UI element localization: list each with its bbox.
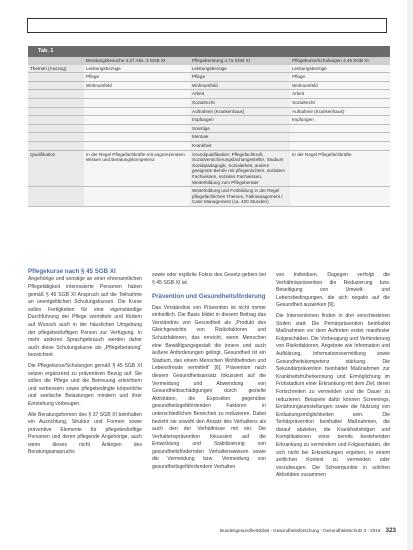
table-row	[28, 65, 390, 73]
table-cell: Arbeit	[190, 90, 290, 99]
table-cell: Impfungen	[190, 116, 290, 125]
table-header-cell	[28, 57, 84, 65]
body-paragraph: Die Pflegekurse/Schulungen gemäß § 45 SGB XI setzen ergänzend zu präventiven Bezug auf. Sie sollen die Pflege und die Betreuung erleichtern und verbessern sowie pflegebedingte körperliche und seelische Belastungen mindern und ihrer Entstehung vorbeugen.	[28, 362, 142, 407]
table-cell	[290, 187, 390, 207]
table-cell: Arbeit	[290, 90, 390, 99]
body-paragraph: von Individuen. Dagegen verfolgt die Verhältnisprävention die Reduzierung bzw. Beseitigung von Umwelt- und Lebensbedingungen, die sich negativ auf die Gesundheit auswirken [9].	[276, 272, 390, 309]
table-cell	[84, 116, 190, 125]
table-cell: Wohnumfeld	[290, 81, 390, 90]
table-cell: Themen (Auszug)	[28, 65, 84, 73]
table-cell: Pflege	[290, 73, 390, 82]
table-header-cell: Pflegeberatung 4.7a SGB XI	[190, 57, 290, 65]
table-row	[28, 73, 390, 82]
table-cell	[84, 124, 190, 133]
table-cell	[84, 141, 190, 150]
table-header-cell: Beratungsbesuche 4.37 Abs. 3 SGB XI	[84, 57, 190, 65]
table-cell	[84, 133, 190, 142]
table-row	[28, 187, 390, 207]
table-cell: Wohnumfeld	[190, 81, 290, 90]
table-cell: Sonstige	[190, 124, 290, 133]
column-2	[152, 272, 266, 472]
table-cell	[84, 187, 190, 207]
table-row	[28, 133, 390, 142]
table-cell: Leistungsbezüge	[290, 65, 390, 73]
body-paragraph: Alle Beratungsformen des § 37 SGB XI beinhalten ein Ausrichtung, Struktur und Formen sowie präventive Elemente für pflegebedürftige Personen und deren pflegende Angehörige, auch wenn dieses nicht Anliegen des Beratungsanspruchs	[28, 411, 142, 456]
table-cell: Leistungsbezüge	[84, 65, 190, 73]
table-cell: Sozialrecht	[290, 98, 390, 107]
table-caption-bar	[28, 46, 390, 57]
table-cell: Pflege	[84, 73, 190, 82]
table-cell: Weiterbildung und Fortbildung in der Regel pflegefachlichen Themen, Fallmanagement / Case Management (ca. 400 Stunden)	[190, 187, 290, 207]
table-cell	[84, 90, 190, 99]
table-cell	[28, 124, 84, 133]
table-cell	[290, 133, 390, 142]
table-cell: Pflege	[190, 73, 290, 82]
table-row	[28, 90, 390, 99]
table-cell	[28, 116, 84, 125]
table-row	[28, 124, 390, 133]
table-cell	[28, 107, 84, 116]
table-row	[28, 150, 390, 187]
table-cell	[28, 98, 84, 107]
table-caption: Tab. 1	[38, 48, 54, 54]
table-cell: In der Regel Pflegefachkräfte	[290, 150, 390, 187]
table-cell	[290, 141, 390, 150]
table-cell: Wohnumfeld	[84, 81, 190, 90]
column-3	[276, 272, 390, 480]
table-cell	[28, 90, 84, 99]
column-1	[28, 268, 142, 457]
table-row	[28, 98, 390, 107]
body-paragraph: Die Interventionen finden in drei verschiedenen Stufen statt: Die Primärprävention beinhaltet Maßnahmen vor dem Auftreten erster manifester Folgeschäden. Die Vorbeugung und Verhinderung von Risikofaktoren, Angebote wie Information und Aufklärung, Informationsvermittlung sowie Gesundheitskompetenz stärkung. Die Sekundärprävention beinhaltet Maßnahmen zur Krankheitsfrüherkennung und Ermöglichung im Frühstadium einer Erkrankung mit dem Ziel, deren Fortschreiten zu vermeiden und die Dauer zu reduzieren. Beispiele dafür können Screenings, Ernährungsumstellungen sowie die Nutzung von Entlastungsmöglichkeiten sein. Die Tertiärprävention beinhaltet Maßnahmen, die darauf abzielen, die Krankheitsfolgen und Komplikationen einer bereits bestehenden Erkrankung zu vermindern und Folgeschäden, die sich nicht bei Erkrankungen ergeben, in einem zeitlichen Kontext zu vermeiden oder vorzubeugen. Die Schwerpunkte in solchen Aktivitäten zusammen	[276, 312, 390, 479]
table-row	[28, 116, 390, 125]
table-cell: Krankheit	[190, 141, 290, 150]
table-cell	[28, 187, 84, 207]
table-cell	[28, 141, 84, 150]
table-header-row	[28, 57, 390, 65]
page-edge	[407, 0, 413, 550]
table-cell	[28, 133, 84, 142]
table-cell	[290, 124, 390, 133]
table-row	[28, 141, 390, 150]
table-cell: Sozialrecht	[190, 98, 290, 107]
table-cell: In der Regel Pflegefachkräfte mit angrenzendem Wissen und Beratungskompetenz	[84, 150, 190, 187]
table-cell	[28, 81, 84, 90]
overview-table	[28, 57, 390, 207]
table-cell: Impfungen	[290, 116, 390, 125]
table-row	[28, 81, 390, 90]
table-cell: Qualifikation	[28, 150, 84, 187]
table-cell	[84, 107, 190, 116]
table-row	[28, 107, 390, 116]
table-cell: Aufnahme (Krankenhaus)	[290, 107, 390, 116]
table-cell: Aufnahme (Krankenhaus)	[190, 107, 290, 116]
page-footer	[200, 526, 396, 536]
table-cell: Grundqualifikation: Pflegefachkraft, Sozialversicherungsfachangestellte, Studium Sozialpädagogik, Sozialarbeit, andere geeignete Berufe mit pflegerischem, sozialem Fachwissen, soziales Fachwissen, Weiterbildung zum Pflegeberater	[190, 150, 290, 187]
table-header-cell: Pflegekurse/Schulungen 4.45 SGB XI	[290, 57, 390, 65]
table-cell: Mentale	[190, 133, 290, 142]
table-cell: Leistungsbezüge	[190, 65, 290, 73]
table-cell	[28, 73, 84, 82]
section-heading-pflegekurse: Pflegekurse nach § 45 SGB XI	[28, 268, 116, 275]
journal-citation: Bundesgesundheitsblatt - Gesundheitsforschung - Gesundheitsschutz 3 · 2019	[220, 528, 381, 533]
body-paragraph: Das Verständnis von Prävention ist nicht immer einheitlich. Die Basis bildet in diesem Beitrag das Verständnis von Gesundheit als „Produkt des Gleichgewichts von Risikofaktoren und Schutzfaktoren, das erreicht, wenn Menschen eine Bewältigungsgestalt die innere und auch äußere Anforderungen gelingt. Gesundheit ist ein Stadium, das einem Menschen Wohlbefinden und Lebensfreude vermittelt“ [6]. Prävention nach diesem Gesundheitsansatz fokussiert auf die Vermeidung und Abwendung von Gesundheitsschädigungen durch gezielte Aktivitäten, die Exposition gegenüber gesundheitsgefährdenden Faktoren in unterschiedlichen Bereichen zu reduzieren. Dabei bezieht sie sowohl den Ansatz des Verhaltens als auch den der Verhältnisse mit ein. Die Verhaltensprävention fokussiert auf die Entwicklung und Stabilisierung von gesundheitsfördernden Verhaltensweisen sowie die Vermeidung bzw. Vermeidung von gesundheitsgefährdendem Verhalten	[152, 304, 266, 471]
body-paragraph: Angehörige und sonstige an einer ehrenamtlichen Pflegetätigkeit interessierte Personen haben gemäß § 45 SGB XI Anspruch auf die Teilnahme an unentgeltlichen Schulungskursen. Die Kurse sollen Fertigkeiten für eine eigenständige Durchführung der Pflege vermitteln und fördern auf Wunsch auch in der häuslichen Umgebung der pflegebedürftigen Person zur Verfügung. In mehr anderen Sprachgebrauch werden daher auch diese Schulungskurse als „Pflegeberatung“ bezeichnet.	[28, 276, 142, 359]
section-heading-praevention: Prävention und Gesundheitsförderung	[152, 293, 266, 301]
body-paragraph: sowie oder explizite Fokus des Gesetz-gebers bei § 45 SGB XI ist.	[152, 272, 266, 286]
header-box	[27, 18, 387, 33]
page-number: 323	[385, 527, 396, 534]
table-cell	[84, 98, 190, 107]
